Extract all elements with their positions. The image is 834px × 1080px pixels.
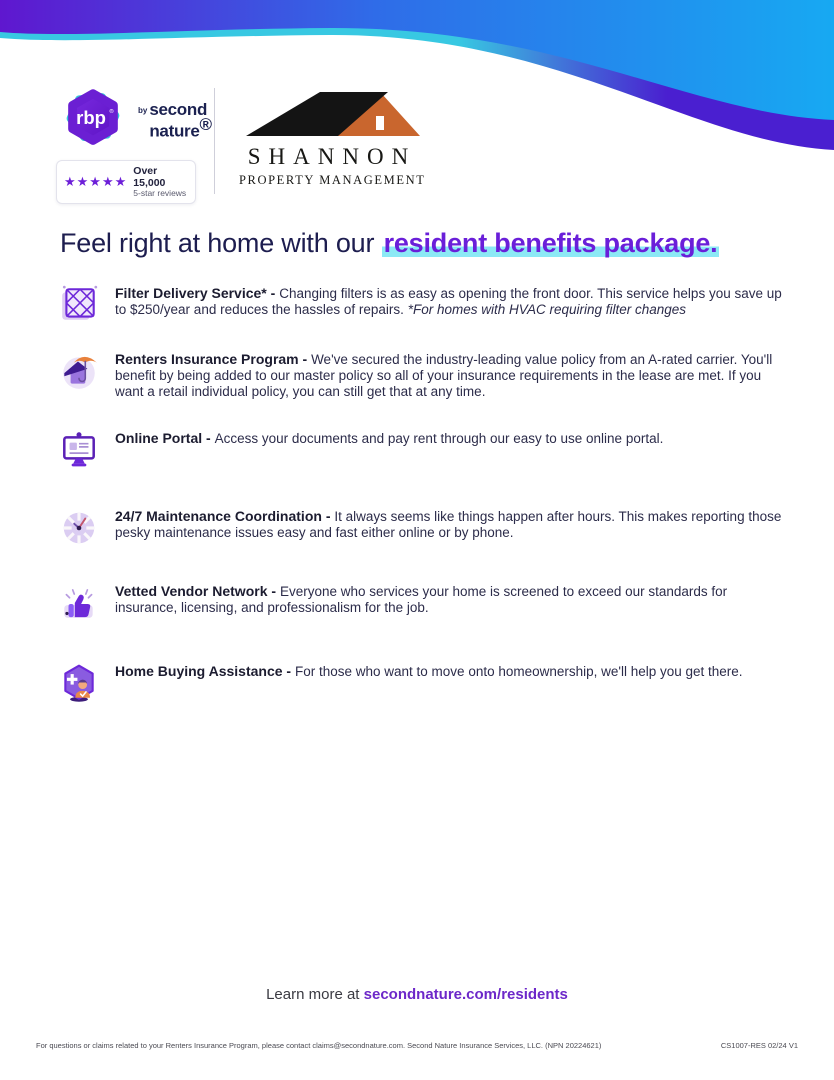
reviews-badge: [56, 160, 196, 204]
benefit-filter-delivery: [58, 284, 784, 326]
rbp-badge-icon: [56, 86, 130, 150]
benefit-text: [115, 350, 784, 399]
rbp-label: rbp: [76, 106, 106, 128]
benefit-online-portal: [58, 429, 784, 471]
filter-icon: [58, 284, 100, 326]
logo-row: [56, 86, 426, 204]
document-code: CS1007-RES 02/24 V1: [720, 1041, 798, 1050]
benefit-text: [115, 284, 784, 326]
second-nature-line2: nature®: [149, 114, 212, 141]
benefits-list: [58, 284, 784, 728]
benefit-text: [115, 507, 784, 549]
headline-highlight: resident benefits package.: [383, 228, 718, 258]
reviews-count: Over 15,000: [133, 165, 166, 189]
company-logo-block: [239, 86, 426, 188]
rbp-brand-block: [56, 86, 212, 204]
benefit-title: Renters Insurance Program -: [115, 351, 312, 367]
benefit-note: *For homes with HVAC requiring filter changes: [407, 301, 687, 317]
second-nature-wordmark: [138, 99, 212, 141]
logo-divider: [214, 88, 215, 194]
benefit-body: Changing filters is as easy as opening the front door. This service helps you save up to $250/year and reduces the hassles of repairs.: [115, 286, 782, 317]
benefit-text: [115, 582, 784, 624]
benefit-vendor-network: [58, 582, 784, 624]
learn-more-line: [0, 986, 834, 1003]
learn-more-link[interactable]: secondnature.com/residents: [363, 986, 568, 1003]
headline-prefix: Feel right at home with our: [60, 228, 382, 258]
benefit-title: 24/7 Maintenance Coordination -: [115, 508, 335, 525]
benefit-text: [115, 429, 663, 471]
insurance-disclaimer: For questions or claims related to your Renters Insurance Program, please contact claims@secondnature.com. Second Nature Insurance Services, LLC. (NPN 20224621): [36, 1041, 602, 1050]
company-name: SHANNON: [247, 144, 417, 169]
benefit-body: Access your documents and pay rent through our easy to use online portal.: [214, 431, 664, 447]
reviews-caption: 5-star reviews: [133, 188, 187, 199]
benefit-body: It always seems like things happen after hours. This makes reporting those pesky maintenance issues easy and fast either online or by phone.: [115, 509, 782, 541]
benefit-body: Everyone who services your home is screened to exceed our standards for insurance, licensing, and professionalism for the job.: [115, 584, 728, 616]
benefit-body: For those who want to move onto homeownership, we'll help you get there.: [294, 664, 743, 680]
five-stars-icon: ★★★★★: [64, 174, 128, 190]
benefit-text: [115, 662, 743, 704]
rbp-reg-mark: ®: [109, 109, 114, 116]
page-title: [60, 228, 800, 259]
benefit-title: Online Portal -: [115, 430, 215, 447]
fine-print-row: [36, 1041, 798, 1050]
by-label: by: [138, 105, 148, 115]
online-portal-monitor-icon: [58, 429, 100, 471]
company-subtitle: PROPERTY MANAGEMENT: [239, 173, 426, 187]
umbrella-house-icon: [58, 350, 100, 392]
clock-icon: [58, 507, 100, 549]
thumbs-up-icon: [58, 582, 100, 624]
benefit-title: Vetted Vendor Network -: [115, 583, 280, 600]
benefit-title: Home Buying Assistance -: [115, 663, 295, 680]
benefit-renters-insurance: [58, 350, 784, 399]
benefit-title: Filter Delivery Service* -: [115, 285, 280, 301]
benefit-maintenance: [58, 507, 784, 549]
second-nature-line1: second: [149, 99, 208, 119]
learn-more-prefix: Learn more at: [266, 986, 364, 1003]
benefit-home-buying: [58, 662, 784, 704]
second-nature-reg-mark: ®: [199, 114, 212, 134]
shannon-roof-icon: [240, 86, 420, 140]
home-buying-icon: [58, 662, 100, 704]
benefit-body: We've secured the industry-leading value policy from an A-rated carrier. You'll benefit by being added to our master policy so all of your insurance requirements in the lease are met. If you want a retail individual policy, you can still get that at any time.: [115, 352, 773, 399]
